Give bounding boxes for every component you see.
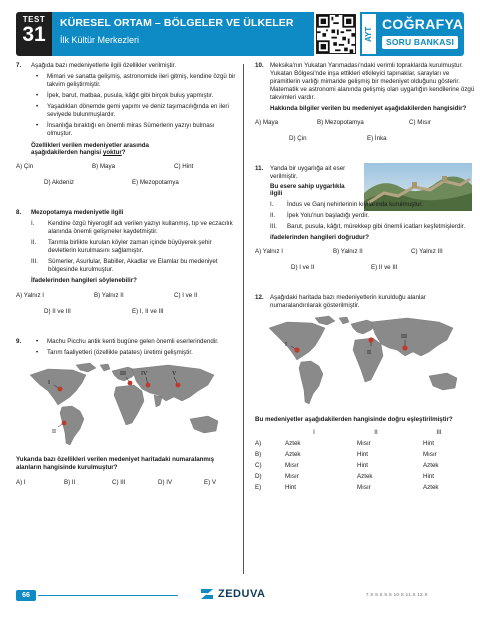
option-e[interactable]: E) İnka [367, 134, 387, 142]
option-d[interactable]: D) IV [158, 478, 173, 486]
option-b[interactable]: B) Mezopotamya [317, 118, 364, 126]
publisher-name: ZEDUVA [218, 588, 266, 600]
question-9 [16, 338, 236, 487]
column-header: III [436, 429, 442, 437]
option-a[interactable]: A) I [16, 478, 26, 486]
left-column [16, 62, 236, 487]
answer-options-row2 [255, 135, 475, 143]
option-b[interactable]: B) Yalnız II [94, 291, 124, 299]
column-divider [243, 64, 244, 574]
table-cell: Mısır [357, 440, 371, 448]
zeduva-logo-icon [200, 587, 214, 601]
table-row[interactable] [255, 483, 469, 494]
page-title: KÜRESEL ORTAM – BÖLGELER VE ÜLKELER [60, 17, 294, 29]
test-badge [16, 12, 52, 56]
map-label-iv: IV [141, 370, 148, 377]
table-cell: Mısır [357, 484, 371, 492]
subject-title: COĞRAFYA [382, 16, 464, 32]
test-number: 31 [22, 23, 46, 47]
row-label: B) [255, 451, 262, 459]
answer-options [16, 479, 236, 487]
page-subtitle: İlk Kültür Merkezleri [60, 35, 140, 46]
publisher-logo [200, 587, 265, 601]
page-header [16, 12, 464, 56]
test-label: TEST [22, 15, 46, 24]
option-b[interactable]: B) Yalnız II [333, 248, 363, 256]
table-cell: Mısır [423, 451, 437, 459]
option-c[interactable]: C) Yalnız III [411, 248, 443, 256]
option-d[interactable]: D) I ve II [291, 264, 315, 272]
option-a[interactable]: A) Yalnız I [255, 248, 283, 256]
qr-code-icon[interactable] [316, 14, 356, 54]
map-label-i: I [48, 379, 50, 386]
question-8 [16, 209, 236, 316]
world-map [18, 361, 233, 451]
option-c[interactable]: C) I ve II [174, 291, 198, 299]
bullet-item: • Mimari ve sanatta gelişmiş, astronomide ileri gitmiş, kendine özgü bir takvim geliştirmiştir. [31, 73, 236, 89]
row-label: D) [255, 473, 262, 481]
question-prompt: Bu medeniyetler aşağıdakilerden hangisinde doğru eşleştirilmiştir? [255, 416, 453, 423]
bullet-item: • Yaşadıkları dönemde gemi yapımı ve deniz taşımacılığında en ileri seviyede bulunmuşlardır. [31, 103, 236, 119]
question-number: 9. [16, 337, 22, 345]
grade-levels: 7.S 8.S 9.S 10.S 11.S 12.S [366, 592, 428, 597]
map-label-iii: III [401, 334, 407, 340]
numbered-item: I. İndus ve Ganj nehirlerinin kıyılarında kurulmuştur. [270, 201, 423, 209]
world-map [257, 314, 472, 410]
table-cell: Aztek [285, 451, 301, 459]
header-title-band [52, 12, 314, 56]
numbered-item: II. Tarımla birlikte kurulan köyler zaman içinde büyüyerek şehir devletlerin kurulmasını sağlamıştır. [31, 239, 212, 255]
subject-subtitle: SORU BANKASI [382, 36, 458, 49]
answer-options [255, 119, 475, 127]
question-stem: Aşağıda bazı medeniyetlerle ilgili özellikler verilmiştir. [31, 62, 177, 69]
answer-options [255, 248, 475, 256]
question-text: Meksika'nın Yukatan Yarımadası'ndaki verimli topraklarda kurulmuştur. Yukatan Bölgesi'nde inşa ettikleri etkileyici tapınaklar, sarayları ve piramitlerin varlığı mimaride gelişmiş bir medeniyet olduğunu gösterir. Matematik ve astronomi alanında gelişmiş olan uygarlığın kendilerine özgü takvimleri vardır. [270, 62, 475, 101]
option-e[interactable]: E) V [204, 478, 217, 486]
table-cell: Hint [423, 473, 435, 481]
question-11 [255, 165, 475, 273]
answer-options [16, 292, 236, 300]
question-number: 12. [255, 294, 264, 302]
option-a[interactable]: A) Yalnız I [16, 291, 44, 299]
question-lead: Bu esere sahip uygarlıkla ilgili [270, 182, 345, 198]
numbered-item: III. Barut, pusula, kâğıt, mürekkep gibi önemli icatları keşfetmişlerdir. [270, 223, 466, 231]
qr-code-graphic [317, 15, 355, 53]
table-cell: Hint [423, 440, 435, 448]
question-number: 11. [255, 164, 264, 172]
question-7 [16, 62, 236, 187]
answer-options-row2 [255, 264, 475, 272]
option-e[interactable]: E) II ve III [371, 264, 398, 272]
page-footer [0, 584, 480, 614]
option-b[interactable]: B) II [64, 478, 76, 486]
row-label: E) [255, 484, 262, 492]
map-label-v: V [172, 370, 177, 377]
bullet-item: • Tarım faaliyetleri (özellikle patates) üretimi gelişmiştir. [31, 349, 236, 357]
option-c[interactable]: C) Hint [174, 163, 194, 171]
table-row[interactable] [255, 450, 469, 461]
option-e[interactable]: E) Mezopotamya [132, 179, 179, 187]
question-prompt: İfadelerinden hangileri söylenebilir? [31, 276, 137, 284]
question-number: 8. [16, 209, 22, 217]
question-number: 10. [255, 62, 264, 69]
bullet-item: • İpek, barut, matbaa, pusula, kâğıt gibi birçok buluş yapmıştır. [31, 92, 236, 100]
table-cell: Mısır [285, 473, 299, 481]
page-number: 66 [16, 590, 36, 601]
column-header: I [313, 429, 315, 437]
row-label: A) [255, 440, 262, 448]
option-a[interactable]: A) Maya [255, 118, 279, 126]
bullet-item: • İnsanlığa bıraktığı en önemli miras Sümerlerin yazıyı bulması olmuştur. [31, 122, 236, 138]
numbered-item: I. Kendine özgü hiyeroglif adı verilen yazıyı kullanmış, tıp ve eczacılık alanında önemli gelişmeler kaydetmiştir. [31, 220, 233, 236]
question-prompt: Yukarıda bazı özellikleri verilen medeniyet haritadaki numaralanmış alanların hangisinde kurulmuştur? [16, 455, 215, 471]
answer-table-header [255, 428, 469, 439]
option-d[interactable]: D) Çin [289, 134, 307, 142]
subject-badge [360, 12, 464, 56]
option-c[interactable]: C) Mısır [409, 118, 431, 126]
table-row[interactable] [255, 472, 469, 483]
table-cell: Mısır [285, 462, 299, 470]
answer-options [16, 163, 236, 171]
table-row[interactable] [255, 461, 469, 472]
map-label-iii: III [120, 370, 126, 377]
answer-options-row2 [16, 308, 236, 316]
option-a[interactable]: A) Çin [16, 163, 34, 171]
map-label-i: I [285, 342, 287, 348]
question-stem: Aşağıdaki haritada bazı medeniyetlerin kurulduğu alanlar numaralandırılarak gösterilmiştir. [270, 294, 426, 310]
numbered-item: III. Sümerler, Asurlular, Babiller, Akadlar ve Elamlar bu medeniyet bölgesinde kurulmuştur. [31, 258, 218, 273]
table-cell: Aztek [285, 440, 301, 448]
table-row[interactable] [255, 439, 469, 450]
map-label-ii: II [367, 350, 371, 356]
option-e[interactable]: E) I, II ve III [132, 307, 164, 315]
answer-table [255, 428, 469, 494]
table-cell: Hint [285, 484, 297, 492]
question-number: 7. [16, 62, 22, 69]
question-intro: Yanda bir uygarlığa ait eser verilmiştir. [270, 164, 346, 180]
exam-type-label: AYT [362, 14, 376, 54]
map-label-ii: II [52, 428, 56, 435]
footer-rule [38, 595, 178, 596]
question-prompt: ifadelerinden hangileri doğrudur? [270, 234, 370, 242]
table-cell: Hint [357, 462, 369, 470]
option-b[interactable]: B) Maya [92, 163, 116, 171]
bullet-item: • Machu Picchu antik kenti bugüne gelen önemli eserlerindendir. [31, 338, 236, 346]
option-c[interactable]: C) III [112, 478, 126, 486]
question-prompt: Hakkında bilgiler verilen bu medeniyet aşağıdakilerden hangisidir? [270, 104, 467, 112]
right-column [255, 62, 475, 494]
table-cell: Aztek [357, 473, 373, 481]
question-10 [255, 62, 475, 143]
table-cell: Hint [357, 451, 369, 459]
question-prompt: Özellikleri verilen medeniyetler arasında aşağıdakilerden hangisi yoktur? [31, 141, 149, 157]
table-cell: Aztek [423, 484, 439, 492]
table-cell: Aztek [423, 462, 439, 470]
question-12 [255, 294, 475, 493]
answer-options-row2 [16, 179, 236, 187]
column-header: II [374, 429, 378, 437]
numbered-item: II. İpek Yolu'nun başladığı yerdir. [270, 212, 370, 220]
option-d[interactable]: D) Akdeniz [44, 179, 74, 187]
question-stem: Mezopotamya medeniyetle ilgili [31, 209, 124, 217]
option-d[interactable]: D) II ve III [44, 307, 71, 315]
row-label: C) [255, 462, 262, 470]
